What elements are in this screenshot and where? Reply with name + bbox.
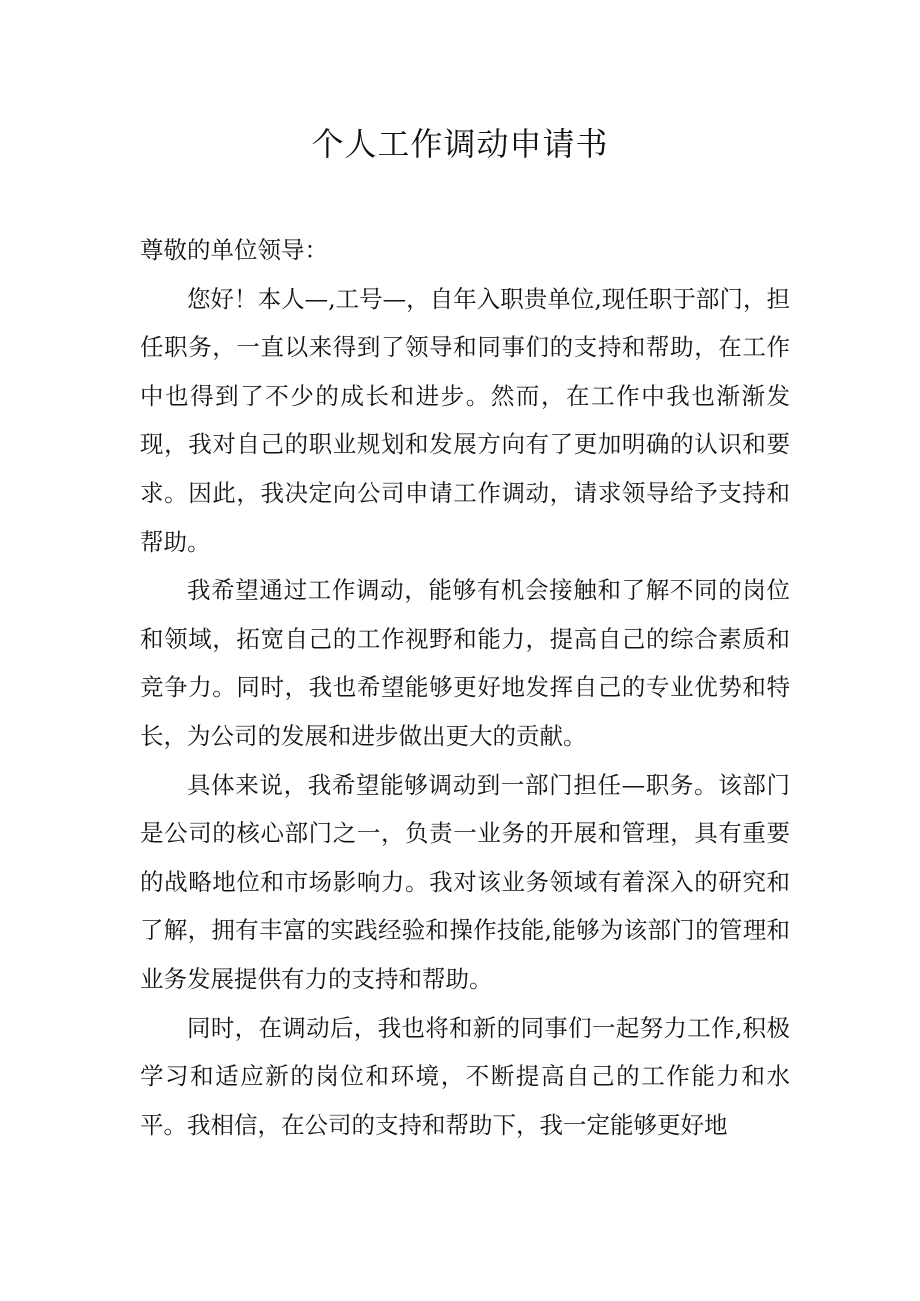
document-body <box>140 226 790 1149</box>
document-title: 个人工作调动申请书 <box>311 125 609 163</box>
paragraph-1: 您好！本人—,工号—，自年入职贵单位,现任职于部门，担任职务，一直以来得到了领导和同事们的支持和帮助，在工作中也得到了不少的成长和进步。然而，在工作中我也渐渐发现，我对自己的职业规划和发展方向有了更加明确的认识和要求。因此，我决定向公司申请工作调动，请求领导给予支持和帮助。 <box>140 284 790 556</box>
salutation: 尊敬的单位领导： <box>140 236 328 264</box>
paragraph-2: 我希望通过工作调动，能够有机会接触和了解不同的岗位和领域，拓宽自己的工作视野和能力，提高自己的综合素质和竞争力。同时，我也希望能够更好地发挥自己的专业优势和特长，为公司的发展和进步做出更大的贡献。 <box>140 576 790 750</box>
paragraph-3: 具体来说，我希望能够调动到一部门担任—职务。该部门是公司的核心部门之一，负责一业务的开展和管理，具有重要的战略地位和市场影响力。我对该业务领域有着深入的研究和了解，拥有丰富的实践经验和操作技能,能够为该部门的管理和业务发展提供有力的支持和帮助。 <box>140 770 790 993</box>
paragraph-4: 同时，在调动后，我也将和新的同事们一起努力工作,积极学习和适应新的岗位和环境，不断提高自己的工作能力和水平。我相信，在公司的支持和帮助下，我一定能够更好地 <box>140 1013 790 1139</box>
